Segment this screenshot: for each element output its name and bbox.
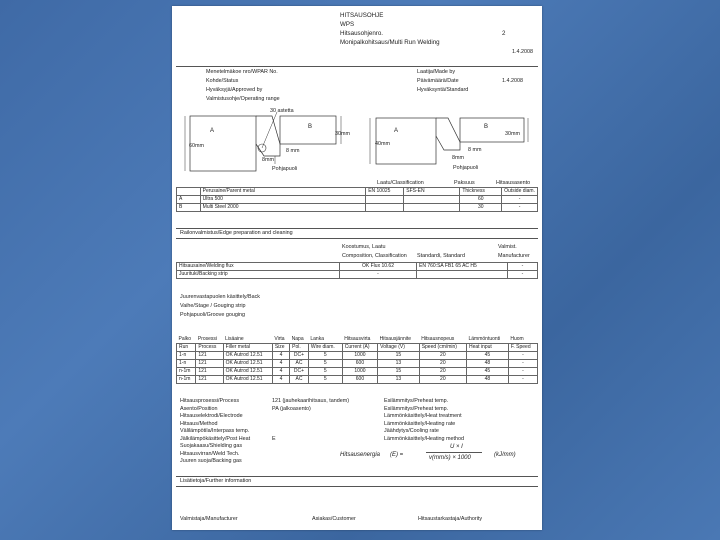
params-h2-pol: Pol. xyxy=(290,344,309,352)
process-label: Suojakaasu/Shielding gas xyxy=(180,443,243,449)
params-table xyxy=(176,336,538,384)
sketch-left-part-b: B xyxy=(308,124,313,130)
materials-position-header: Hitsausasento xyxy=(496,180,531,186)
process-values-column xyxy=(272,398,349,466)
process-label: Juuren suoja/Backing gas xyxy=(180,458,242,464)
params-cell: - xyxy=(508,376,537,384)
params-cell: 121 xyxy=(196,376,223,384)
formula-fraction-bar xyxy=(426,452,482,453)
params-h1-run: Palko xyxy=(178,335,192,342)
edge-prep-label: Railonvalmistus/Edge preparation and cleaning xyxy=(180,230,293,236)
material-id: A xyxy=(177,196,201,204)
process-right-label: Lämmönkäsittely/Heating rate xyxy=(384,420,456,427)
params-h2-speed: Speed (cm/min) xyxy=(419,344,466,352)
remarks-label: Lisätietoja/Further information xyxy=(180,478,252,484)
process-value xyxy=(272,421,349,429)
info-right-label-0: Laatija/Made by xyxy=(417,69,456,75)
materials-table xyxy=(176,187,538,212)
process-value xyxy=(272,451,349,459)
filler-std: EN 760:SA FB1 65 AC H5 xyxy=(417,263,508,271)
materials-col-thick: Thickness xyxy=(460,188,502,196)
params-h1-current: Hitsausvirta xyxy=(344,335,371,342)
info-left-2: Hyväksyjä/Approved by xyxy=(206,87,263,93)
process-left-column xyxy=(180,398,250,466)
filler-comp: OK Flux 10.62 xyxy=(340,263,417,271)
process-right-label: Jäähdytys/Cooling rate xyxy=(384,428,439,434)
joint-sketch-left xyxy=(180,106,352,178)
sketch-right-caption: Pohjapuoli xyxy=(453,165,479,171)
params-cell: 1000 xyxy=(342,352,377,360)
root-line-2: Pohjapuoli/Groove gouging xyxy=(180,312,246,318)
process-right-label: Lämmönkäsittely/Heat treatment xyxy=(384,413,462,419)
filler-header-std: Standardi, Standard xyxy=(417,253,465,259)
sketch-right-part-b: B xyxy=(484,124,489,130)
table-row xyxy=(177,196,538,204)
process-label: Hitsaus/Method xyxy=(180,420,218,427)
sketch-left-caption: Pohjapuoli xyxy=(272,166,298,172)
params-cell: AC xyxy=(290,360,309,368)
sketch-right-part-a: A xyxy=(394,128,399,134)
params-cell: 4 xyxy=(272,376,289,384)
params-cell: 4 xyxy=(272,368,289,376)
materials-header-row xyxy=(177,188,538,196)
info-right-label-1: Päivämäärä/Date xyxy=(417,78,459,84)
materials-thickness-header: Paksuus xyxy=(454,180,475,186)
wps-document xyxy=(172,6,542,530)
params-h1-speed: Hitsausnopeus xyxy=(421,335,455,342)
params-h1-filler: Lisäaine xyxy=(225,335,244,342)
filler-std xyxy=(417,271,508,279)
params-cell: 48 xyxy=(466,376,508,384)
material-id: B xyxy=(177,204,201,212)
params-cell: 5 xyxy=(308,352,342,360)
params-body xyxy=(177,352,538,384)
params-cell: n-1m xyxy=(177,376,196,384)
info-right-value-1: 1.4.2008 xyxy=(502,78,523,84)
table-row xyxy=(177,271,538,279)
params-h2-process: Process xyxy=(196,344,223,352)
doc-subtitle: WPS xyxy=(340,21,355,28)
params-cell: OK Autrod 12.51 xyxy=(223,376,272,384)
process-label: Hitsausvirran/Weld Tech. xyxy=(180,450,240,457)
process-label: Välilämpötila/Interpass temp. xyxy=(180,428,250,434)
material-class1 xyxy=(366,196,404,204)
params-h1-note: Huom xyxy=(510,335,524,342)
params-cell: 5 xyxy=(308,376,342,384)
material-position: - xyxy=(502,204,538,212)
wps-number-label: Hitsausohjenro. xyxy=(340,30,383,37)
params-cell: OK Autrod 12.51 xyxy=(223,352,272,360)
process-right-label: Esilämmitys/Preheat temp. xyxy=(384,405,449,412)
params-cell: n-1m xyxy=(177,368,196,376)
table-row xyxy=(177,352,538,360)
material-class2 xyxy=(404,204,460,212)
params-cell: 48 xyxy=(466,360,508,368)
info-left-0: Menetelmäkoe nro/WPAR No. xyxy=(206,69,278,75)
params-h2-size: Size xyxy=(272,344,289,352)
params-header-row-1 xyxy=(177,336,538,344)
filler-comp: - xyxy=(340,271,417,279)
sketch-right-bottom-dim: 8mm xyxy=(452,155,464,161)
doc-date: 1.4.2008 xyxy=(512,49,533,55)
params-cell: 600 xyxy=(342,376,377,384)
process-value: E xyxy=(272,435,276,442)
filler-table xyxy=(176,262,538,279)
filler-header-comp-en: Composition, Classification xyxy=(342,253,407,259)
materials-col-class2: SFS-EN xyxy=(404,188,460,196)
sketch-left-bottom-dim: 8mm xyxy=(262,157,274,163)
params-cell: 20 xyxy=(419,352,466,360)
formula-numerator: U × I xyxy=(450,444,463,450)
table-row xyxy=(177,368,538,376)
filler-name: Hitsausaine/Welding flux xyxy=(177,263,340,271)
params-cell: 45 xyxy=(466,352,508,360)
divider xyxy=(176,238,538,239)
filler-name: Juurituki/Backing strip xyxy=(177,271,340,279)
formula-lhs: (E) = xyxy=(390,452,404,458)
info-left-3: Valmistusohje/Operating range xyxy=(206,96,280,102)
material-position: - xyxy=(502,196,538,204)
params-cell: 4 xyxy=(272,352,289,360)
joint-sketch-right xyxy=(364,106,539,178)
material-thickness: 30 xyxy=(460,204,502,212)
params-cell: 20 xyxy=(419,368,466,376)
divider xyxy=(176,228,538,229)
params-cell: 20 xyxy=(419,360,466,368)
process-value xyxy=(272,413,349,421)
params-cell: 15 xyxy=(378,352,420,360)
materials-col-class1: EN 10025 xyxy=(366,188,404,196)
params-cell: 121 xyxy=(196,360,223,368)
sketch-right-left-dim: 40mm xyxy=(375,141,390,147)
params-h2-heat: Heat input xyxy=(466,344,508,352)
params-cell: 13 xyxy=(378,360,420,368)
params-cell: 600 xyxy=(342,360,377,368)
params-cell: 5 xyxy=(308,360,342,368)
params-cell: 1000 xyxy=(342,368,377,376)
params-cell: 13 xyxy=(378,376,420,384)
params-h1-process: Prosessi xyxy=(197,335,218,342)
process-label: Hitsausprosessi/Process xyxy=(180,398,240,404)
params-cell: AC xyxy=(290,376,309,384)
materials-col-material: Perusaine/Parent metal xyxy=(200,188,366,196)
process-value xyxy=(272,443,349,451)
table-row xyxy=(177,204,538,212)
params-cell: OK Autrod 12.51 xyxy=(223,368,272,376)
params-h1-voltage: Hitsausjännite xyxy=(379,335,412,342)
sketch-right-right-dim: 30mm xyxy=(505,131,520,137)
material-class1 xyxy=(366,204,404,212)
process-value xyxy=(272,428,349,436)
params-cell: 4 xyxy=(272,360,289,368)
material-name: Ultra 500 xyxy=(200,196,366,204)
formula-denominator: v(mm/s) × 1000 xyxy=(429,455,471,461)
signature-customer: Asiakas/Customer xyxy=(312,516,356,522)
formula-label: Hitsausenergia xyxy=(340,452,381,458)
params-h1-pol: Napa xyxy=(291,335,304,342)
sketch-left-angle: 30 astetta xyxy=(270,108,294,114)
params-h1-heat: Lämmöntuonti xyxy=(468,335,501,342)
sketch-right-gap: 8 mm xyxy=(468,147,482,153)
params-cell: 121 xyxy=(196,368,223,376)
process-label: Jälkilämpökäsittely/Post Heat xyxy=(180,435,251,442)
material-class2 xyxy=(404,196,460,204)
params-cell: 5 xyxy=(308,368,342,376)
params-cell: 45 xyxy=(466,368,508,376)
filler-man: - xyxy=(508,271,538,279)
params-cell: 20 xyxy=(419,376,466,384)
params-cell: - xyxy=(508,352,537,360)
sketch-left-part-a: A xyxy=(210,128,215,134)
divider xyxy=(176,476,538,477)
params-h2-wire: Wire diam. xyxy=(308,344,342,352)
table-row xyxy=(177,360,538,368)
root-line-0: Juurenvastapuolen käsittely/Back xyxy=(180,294,261,300)
params-cell: 121 xyxy=(196,352,223,360)
process-right-label: Lämmönkäsittely/Heating method xyxy=(384,435,465,442)
signature-authority: Hitsaustarkastaja/Authority xyxy=(418,516,483,522)
material-thickness: 60 xyxy=(460,196,502,204)
table-row xyxy=(177,263,538,271)
filler-header-comp: Koostumus, Laatu xyxy=(342,244,386,250)
params-h2-run: Run xyxy=(177,344,196,352)
formula-rhs: (kJ/mm) xyxy=(494,452,516,458)
params-cell: 1-n xyxy=(177,352,196,360)
info-right-label-2: Hyväksyntä/Standard xyxy=(417,87,469,93)
filler-man: - xyxy=(508,263,538,271)
params-cell: - xyxy=(508,360,537,368)
divider xyxy=(176,66,538,67)
material-name: Multi Steel 2000 xyxy=(200,204,366,212)
sketch-left-gap: 8 mm xyxy=(286,148,300,154)
process-right-column xyxy=(384,398,464,443)
process-label: Asento/Position xyxy=(180,405,218,412)
params-cell: 15 xyxy=(378,368,420,376)
params-cell: OK Autrod 12.51 xyxy=(223,360,272,368)
params-h1-wire: Lanka xyxy=(310,335,324,342)
materials-group-header: Laatu/Classification xyxy=(377,180,424,186)
sketch-left-right-dim: 30mm xyxy=(335,131,350,137)
process-title: Monipalkohitsaus/Multi Run Welding xyxy=(340,39,440,46)
params-cell: 1-n xyxy=(177,360,196,368)
filler-header-man-en: Manufacturer xyxy=(498,253,530,259)
params-h2-current: Current (A) xyxy=(342,344,377,352)
signature-manufacturer: Valmistaja/Manufacturer xyxy=(180,516,238,522)
sketch-left-left-dim: 60mm xyxy=(189,143,204,149)
root-line-1: Vaihe/Stage / Gouging strip xyxy=(180,303,246,309)
materials-col-pos: Outside diam. xyxy=(502,188,538,196)
params-h2-filler: Filler metal xyxy=(223,344,272,352)
filler-header-man: Valmist. xyxy=(498,244,517,250)
params-cell: - xyxy=(508,368,537,376)
divider xyxy=(176,486,538,487)
process-value xyxy=(272,458,349,466)
process-label: Hitsauselektrodi/Electrode xyxy=(180,413,243,419)
params-h2-voltage: Voltage (V) xyxy=(378,344,420,352)
process-value: 121 (jauhekaarihitsaus, tandem) xyxy=(272,398,350,404)
info-left-1: Kohde/Status xyxy=(206,78,239,84)
params-header-row-2 xyxy=(177,344,538,352)
process-value: PA (jalkoasento) xyxy=(272,405,311,412)
params-h2-note: F. Speed xyxy=(508,344,537,352)
table-row xyxy=(177,376,538,384)
params-h1-size: Virta xyxy=(274,335,285,342)
params-cell: DC+ xyxy=(290,368,309,376)
doc-title: HITSAUSOHJE xyxy=(340,12,384,19)
params-cell: DC+ xyxy=(290,352,309,360)
process-right-label: Esilämmitys/Preheat temp. xyxy=(384,398,449,404)
wps-number-value: 2 xyxy=(502,30,506,37)
